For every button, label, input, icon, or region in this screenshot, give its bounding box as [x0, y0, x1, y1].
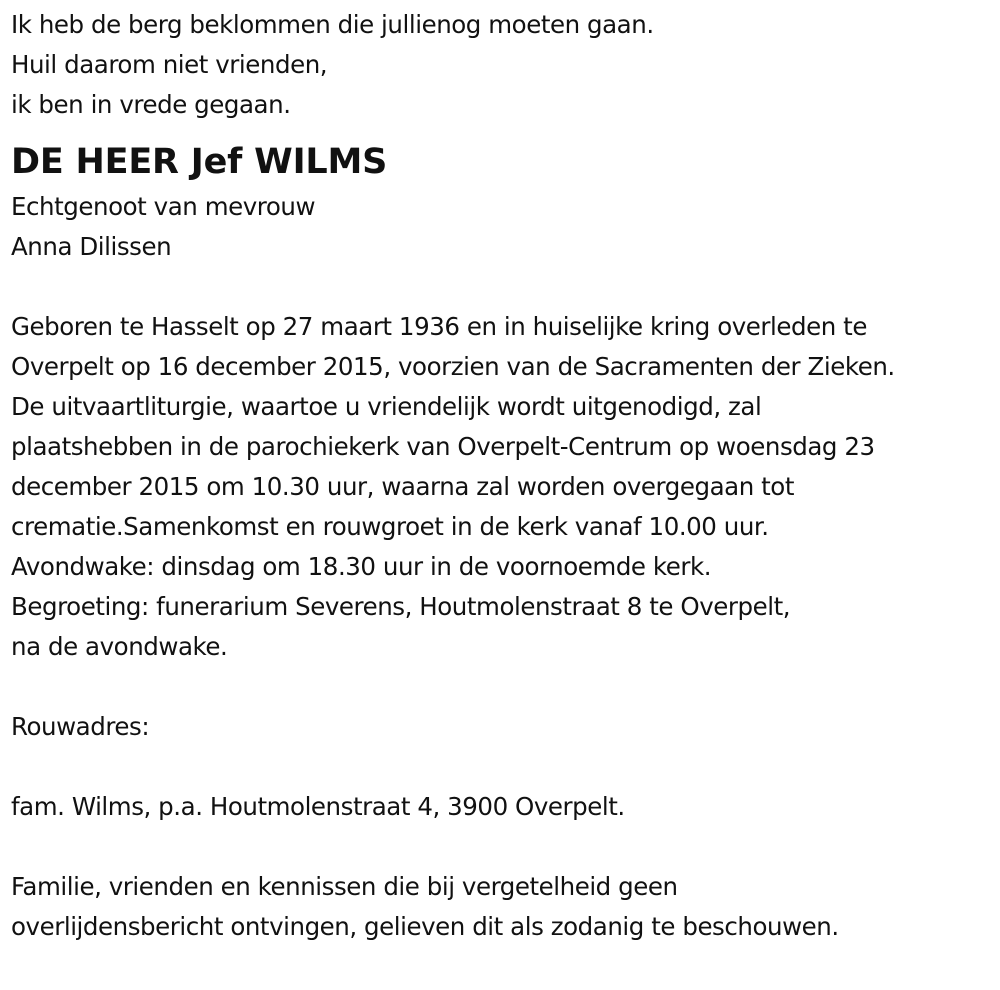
body-text — [11, 307, 996, 667]
spacer — [11, 747, 996, 787]
spouse-line: Echtgenoot van mevrouw — [11, 192, 316, 221]
poem-line: Huil daarom niet vrienden, — [11, 50, 328, 79]
closing-line: Familie, vrienden en kennissen die bij vergetelheid geen — [11, 872, 678, 901]
body-line: na de avondwake. — [11, 632, 228, 661]
body-line: crematie.Samenkomst en rouwgroet in de kerk vanaf 10.00 uur. — [11, 512, 769, 541]
body-line: Geboren te Hasselt op 27 maart 1936 en in huiselijke kring overleden te — [11, 312, 867, 341]
deceased-name: DE HEER Jef WILMS — [11, 142, 388, 182]
spacer — [11, 667, 996, 707]
spacer — [11, 827, 996, 867]
body-line: Begroeting: funerarium Severens, Houtmolenstraat 8 te Overpelt, — [11, 592, 791, 621]
spouse-name: Anna Dilissen — [11, 232, 172, 261]
body-line: De uitvaartliturgie, waartoe u vriendelijk wordt uitgenodigd, zal — [11, 392, 762, 421]
poem-line: Ik heb de berg beklommen die jullienog moeten gaan. — [11, 10, 654, 39]
body-line: Overpelt op 16 december 2015, voorzien van de Sacramenten der Zieken. — [11, 352, 895, 381]
poem — [11, 5, 996, 125]
closing-text — [11, 867, 996, 947]
body-line: plaatshebben in de parochiekerk van Overpelt-Centrum op woensdag 23 — [11, 432, 875, 461]
spacer — [11, 267, 996, 307]
obituary-notice — [11, 5, 996, 947]
address-line: fam. Wilms, p.a. Houtmolenstraat 4, 3900 Overpelt. — [11, 792, 625, 821]
body-line: Avondwake: dinsdag om 18.30 uur in de voornoemde kerk. — [11, 552, 712, 581]
address-label: Rouwadres: — [11, 712, 150, 741]
closing-line: overlijdensbericht ontvingen, gelieven dit als zodanig te beschouwen. — [11, 912, 839, 941]
body-line: december 2015 om 10.30 uur, waarna zal worden overgegaan tot — [11, 472, 794, 501]
poem-line: ik ben in vrede gegaan. — [11, 90, 291, 119]
